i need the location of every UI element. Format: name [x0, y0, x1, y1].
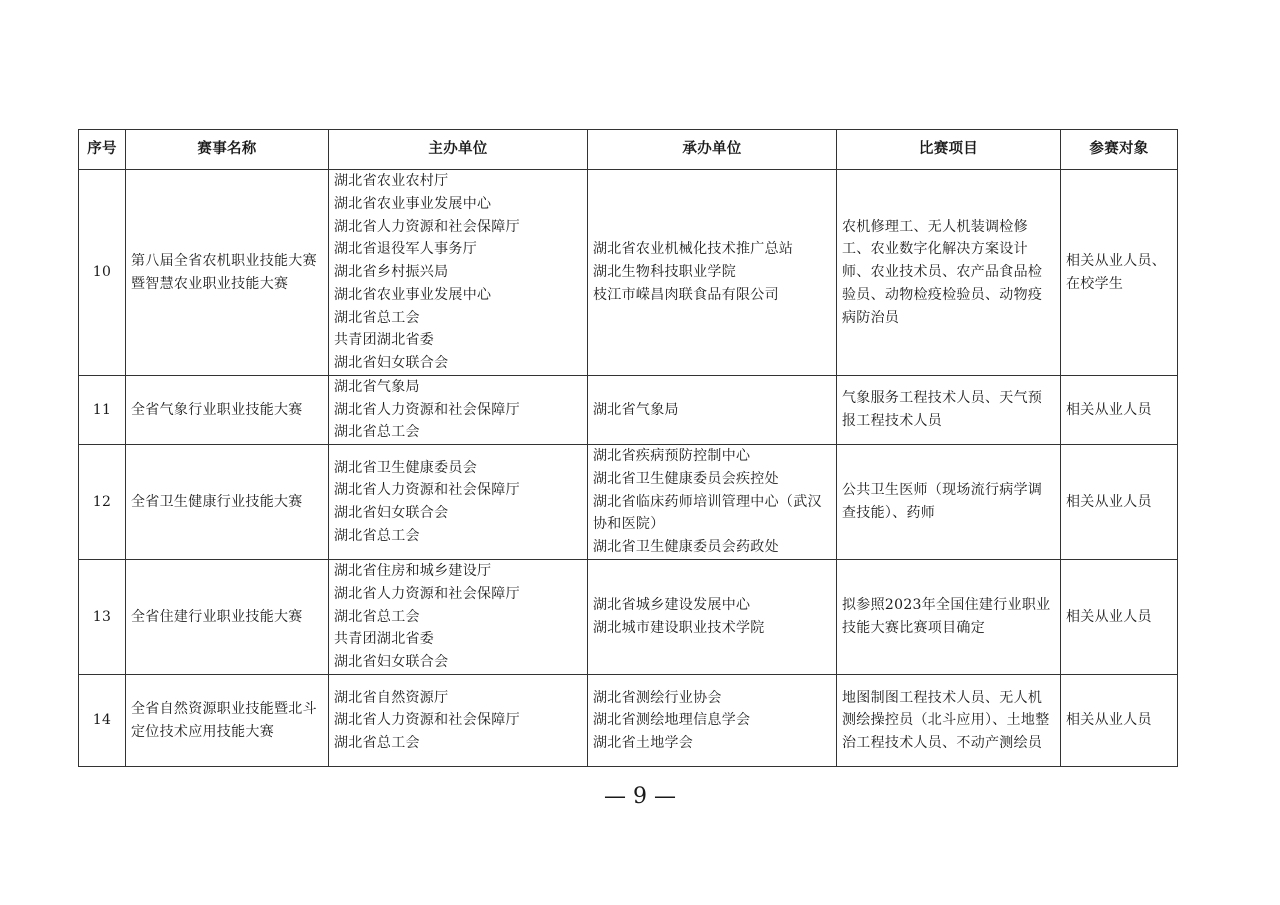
host: 湖北省疾病预防控制中心 — [593, 448, 751, 465]
events-cell: 地图制图工程技术人员、无人机测绘操控员（北斗应用）、土地整治工程技术人员、不动产测绘员 — [837, 675, 1061, 767]
hosts-cell — [588, 560, 837, 675]
organizer: 湖北省总工会 — [334, 309, 420, 326]
table-header-row — [79, 130, 1178, 170]
competition-name: 全省卫生健康行业技能大赛 — [126, 445, 329, 560]
organizers-cell — [329, 560, 588, 675]
host: 湖北省城乡建设发展中心 — [593, 597, 751, 614]
row-number: 13 — [79, 560, 126, 675]
organizer: 湖北省卫生健康委员会 — [334, 459, 477, 476]
hosts-cell — [588, 376, 837, 445]
organizer: 湖北省总工会 — [334, 527, 420, 544]
organizer: 湖北省住房和城乡建设厅 — [334, 563, 492, 580]
host: 湖北省卫生健康委员会药政处 — [593, 539, 779, 556]
events-cell: 农机修理工、无人机装调检修工、农业数字化解决方案设计师、农业技术员、农产品食品检验员、动物检疫检验员、动物疫病防治员 — [837, 170, 1061, 376]
competition-name: 全省自然资源职业技能暨北斗定位技术应用技能大赛 — [126, 675, 329, 767]
header-organizers: 主办单位 — [329, 130, 588, 170]
competition-name: 全省住建行业职业技能大赛 — [126, 560, 329, 675]
organizer: 湖北省妇女联合会 — [334, 505, 449, 522]
hosts-cell — [588, 675, 837, 767]
organizer: 湖北省农业事业发展中心 — [334, 286, 492, 303]
organizer: 湖北省总工会 — [334, 608, 420, 625]
table-row — [79, 170, 1178, 376]
organizer: 共青团湖北省委 — [334, 631, 435, 648]
competition-name: 全省气象行业职业技能大赛 — [126, 376, 329, 445]
organizer: 湖北省人力资源和社会保障厅 — [334, 586, 520, 603]
header-participants: 参赛对象 — [1061, 130, 1178, 170]
organizers-cell — [329, 170, 588, 376]
participants-cell: 相关从业人员 — [1061, 376, 1178, 445]
row-number: 10 — [79, 170, 126, 376]
organizer: 湖北省气象局 — [334, 379, 420, 395]
participants-cell: 相关从业人员 — [1061, 560, 1178, 675]
events-cell: 公共卫生医师（现场流行病学调查技能）、药师 — [837, 445, 1061, 560]
organizer: 湖北省农业事业发展中心 — [334, 196, 492, 213]
participants-cell: 相关从业人员、在校学生 — [1061, 170, 1178, 376]
table-row — [79, 560, 1178, 675]
host: 湖北省卫生健康委员会疾控处 — [593, 471, 779, 488]
hosts-cell — [588, 445, 837, 560]
organizer: 湖北省农业农村厅 — [334, 173, 449, 190]
organizers-cell — [329, 376, 588, 445]
organizers-cell — [329, 445, 588, 560]
table-row — [79, 675, 1178, 767]
row-number: 11 — [79, 376, 126, 445]
host: 湖北省临床药师培训管理中心（武汉协和医院） — [593, 493, 822, 533]
events-cell: 拟参照2023年全国住建行业职业技能大赛比赛项目确定 — [837, 560, 1061, 675]
host: 湖北城市建设职业技术学院 — [593, 620, 765, 637]
row-number: 14 — [79, 675, 126, 767]
organizer: 湖北省妇女联合会 — [334, 354, 449, 371]
host: 湖北省土地学会 — [593, 734, 694, 751]
organizer: 湖北省人力资源和社会保障厅 — [334, 482, 520, 499]
organizer: 湖北省人力资源和社会保障厅 — [334, 401, 520, 418]
table-row — [79, 445, 1178, 560]
organizers-cell — [329, 675, 588, 767]
header-name: 赛事名称 — [126, 130, 329, 170]
organizer: 湖北省妇女联合会 — [334, 654, 449, 671]
header-no: 序号 — [79, 130, 126, 170]
participants-cell: 相关从业人员 — [1061, 445, 1178, 560]
host: 湖北省气象局 — [593, 401, 679, 418]
header-events: 比赛项目 — [837, 130, 1061, 170]
host: 湖北生物科技职业学院 — [593, 264, 736, 281]
events-cell: 气象服务工程技术人员、天气预报工程技术人员 — [837, 376, 1061, 445]
organizer: 湖北省自然资源厅 — [334, 689, 449, 706]
host: 湖北省测绘地理信息学会 — [593, 712, 751, 729]
organizer: 湖北省乡村振兴局 — [334, 264, 449, 281]
participants-cell: 相关从业人员 — [1061, 675, 1178, 767]
organizer: 湖北省总工会 — [334, 734, 420, 751]
host: 湖北省测绘行业协会 — [593, 689, 722, 706]
competition-name: 第八届全省农机职业技能大赛暨智慧农业职业技能大赛 — [126, 170, 329, 376]
organizer: 湖北省退役军人事务厅 — [334, 241, 477, 258]
row-number: 12 — [79, 445, 126, 560]
host: 枝江市嵘昌肉联食品有限公司 — [593, 286, 779, 303]
competition-table — [78, 129, 1178, 767]
table-row — [79, 376, 1178, 445]
host: 湖北省农业机械化技术推广总站 — [593, 241, 794, 258]
organizer: 湖北省总工会 — [334, 424, 420, 441]
page-number: — 9 — — [604, 784, 676, 809]
organizer: 湖北省人力资源和社会保障厅 — [334, 712, 520, 729]
header-hosts: 承办单位 — [588, 130, 837, 170]
organizer: 湖北省人力资源和社会保障厅 — [334, 218, 520, 235]
hosts-cell — [588, 170, 837, 376]
organizer: 共青团湖北省委 — [334, 332, 435, 349]
